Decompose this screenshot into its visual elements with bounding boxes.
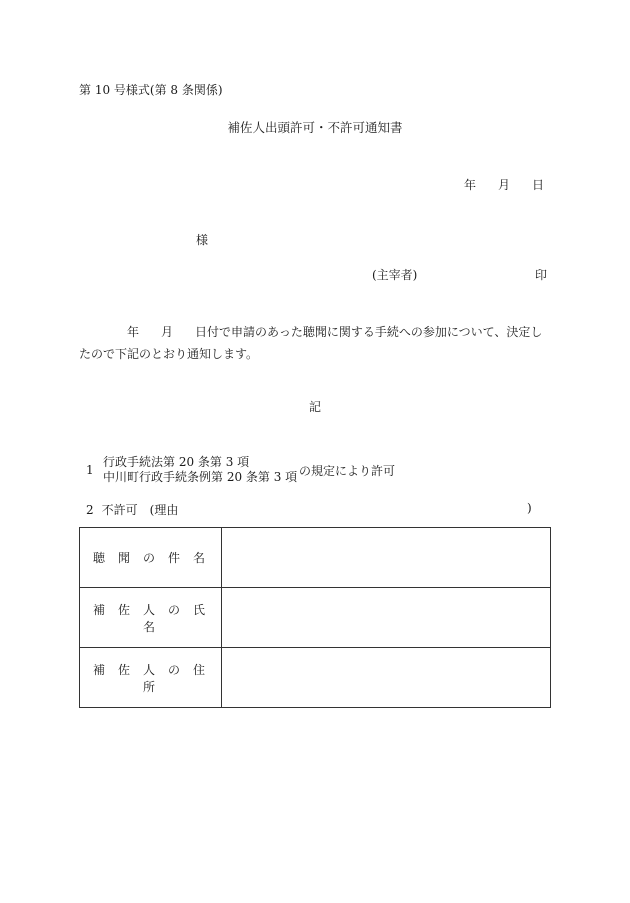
item2-reason-close: ) xyxy=(527,501,532,515)
item2-reason-open: (理由 xyxy=(149,503,179,517)
date-day: 日 xyxy=(531,178,544,192)
body-paragraph xyxy=(79,321,549,365)
date-month: 月 xyxy=(497,178,510,192)
seal-label: 印 xyxy=(535,268,548,282)
organizer-label: (主宰者) xyxy=(372,268,418,282)
item1-law-2: 中川町行政手続条例第 20 条第 3 項 xyxy=(103,470,298,484)
info-table xyxy=(79,527,551,708)
item2-label: 不許可 xyxy=(101,503,138,517)
date-line xyxy=(464,176,544,193)
item2-number: 2 xyxy=(86,503,94,517)
row-label-hearing-title: 聴聞の件名 xyxy=(80,528,222,588)
form-number: 第 10 号様式(第 8 条関係) xyxy=(79,83,223,97)
date-year: 年 xyxy=(463,178,476,192)
item2-line xyxy=(86,501,178,518)
row-value-assistant-address[interactable] xyxy=(222,648,551,708)
body-year: 年 xyxy=(127,325,140,339)
row-value-assistant-name[interactable] xyxy=(222,588,551,648)
body-text: 日付で申請のあった聴聞に関する手続への参加について、決定したので下記のとおり通知します。 xyxy=(79,325,543,361)
table-row xyxy=(80,528,551,588)
addressee-suffix: 様 xyxy=(196,233,209,247)
body-month: 月 xyxy=(161,325,174,339)
row-label-assistant-name: 補佐人の氏名 xyxy=(80,588,222,648)
item1-suffix: の規定により許可 xyxy=(299,464,396,478)
table-row xyxy=(80,588,551,648)
item1-law-1: 行政手続法第 20 条第 3 項 xyxy=(103,455,250,469)
row-label-assistant-address: 補佐人の住所 xyxy=(80,648,222,708)
table-row xyxy=(80,648,551,708)
document-title: 補佐人出頭許可・不許可通知書 xyxy=(227,120,403,135)
ki-heading: 記 xyxy=(308,400,321,414)
row-value-hearing-title[interactable] xyxy=(222,528,551,588)
item1-number: 1 xyxy=(86,463,94,477)
item1-laws xyxy=(103,455,297,485)
